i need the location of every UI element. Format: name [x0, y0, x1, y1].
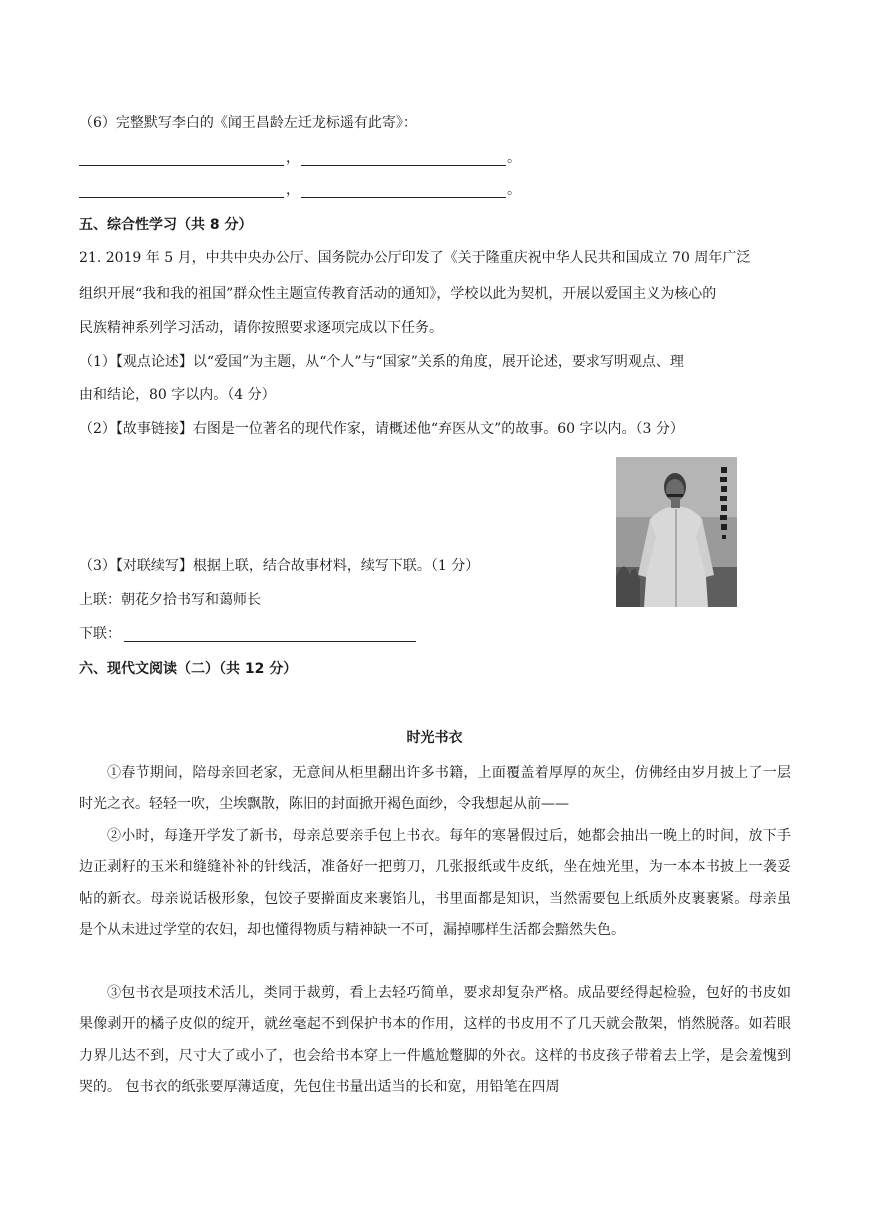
comma-mark: ， — [286, 150, 300, 166]
answer-blank[interactable] — [301, 165, 506, 166]
upper-couplet: 上联：朝花夕拾书写和蔼师长 — [79, 592, 261, 608]
answer-blank[interactable] — [301, 197, 506, 198]
section5-heading: 五、综合性学习（共 8 分） — [79, 217, 253, 233]
task1-line: 由和结论，80 字以内。（4 分） — [79, 387, 276, 403]
lower-couplet-blank[interactable] — [124, 641, 416, 642]
task3-line: （3）【对联续写】根据上联，结合故事材料，续写下联。（1 分） — [79, 558, 480, 574]
period-mark: 。 — [507, 182, 521, 198]
answer-blank[interactable] — [79, 165, 284, 166]
comma-mark: ， — [286, 182, 300, 198]
q6-prompt: （6）完整默写李白的《闻王昌龄左迁龙标遥有此寄》： — [79, 115, 417, 131]
article-title: 时光书衣 — [406, 730, 463, 746]
lower-couplet-label: 下联： — [79, 626, 121, 642]
section6-heading: 六、现代文阅读（二）（共 12 分） — [79, 661, 298, 677]
period-mark: 。 — [507, 150, 521, 166]
q21-line: 民族精神系列学习活动，请你按照要求逐项完成以下任务。 — [79, 320, 443, 336]
article-paragraph: ①春节期间，陪母亲回老家，无意间从柜里翻出许多书籍，上面覆盖着厚厚的灰尘，仿佛经由岁月披上了一层时光之衣。轻轻一吹，尘埃飘散，陈旧的封面掀开褐色面纱，令我想起从前—— — [79, 765, 791, 813]
article-paragraph: ③包书衣是项技术活儿，类同于裁剪，看上去轻巧简单，要求却复杂严格。成品要经得起检验，包好的书皮如果像剥开的橘子皮似的绽开，就丝毫起不到保护书本的作用，这样的书皮用不了几天就会散架，悄然脱落。如若眼力界儿达不到，尺寸大了或小了，也会给书本穿上一件尴尬蹩脚的外衣。这样的书皮孩子带着去上学，是会羞愧到哭的。 包书衣的纸张要厚薄适度，先包住书量出适当的长和宽，用铅笔在四周 — [79, 985, 791, 1095]
q21-line: 组织开展“我和我的祖国”群众性主题宣传教育活动的通知》，学校以此为契机，开展以爱国主义为核心的 — [79, 286, 717, 302]
article-paragraph: ②小时，每逢开学发了新书，母亲总要亲手包上书衣。每年的寒暑假过后，她都会抽出一晚上的时间，放下手边正剥籽的玉米和缝缝补补的针线活，准备好一把剪刀，几张报纸或牛皮纸，坐在烛光里，为一本本书披上一袭妥帖的新衣。母亲说话极形象，包饺子要擀面皮来裹馅儿，书里面都是知识，当然需要包上纸质外皮裹裹紧。母亲虽是个从未进过学堂的农妇，却也懂得物质与精神缺一不可，漏掉哪样生活都会黯然失色。 — [79, 828, 791, 938]
task2-line: （2）【故事链接】右图是一位著名的现代作家，请概述他“弃医从文”的故事。60 字以内。（3 分） — [79, 421, 684, 437]
writer-portrait-image — [616, 457, 737, 607]
portrait-illustration — [616, 457, 737, 607]
q21-line: 21. 2019 年 5 月，中共中央办公厅、国务院办公厅印发了《关于隆重庆祝中华人民共和国成立 70 周年广泛 — [79, 250, 751, 266]
answer-blank[interactable] — [79, 197, 284, 198]
task1-line: （1）【观点论述】以“爱国”为主题，从“个人”与“国家”关系的角度，展开论述，要求写明观点、理 — [79, 354, 684, 370]
